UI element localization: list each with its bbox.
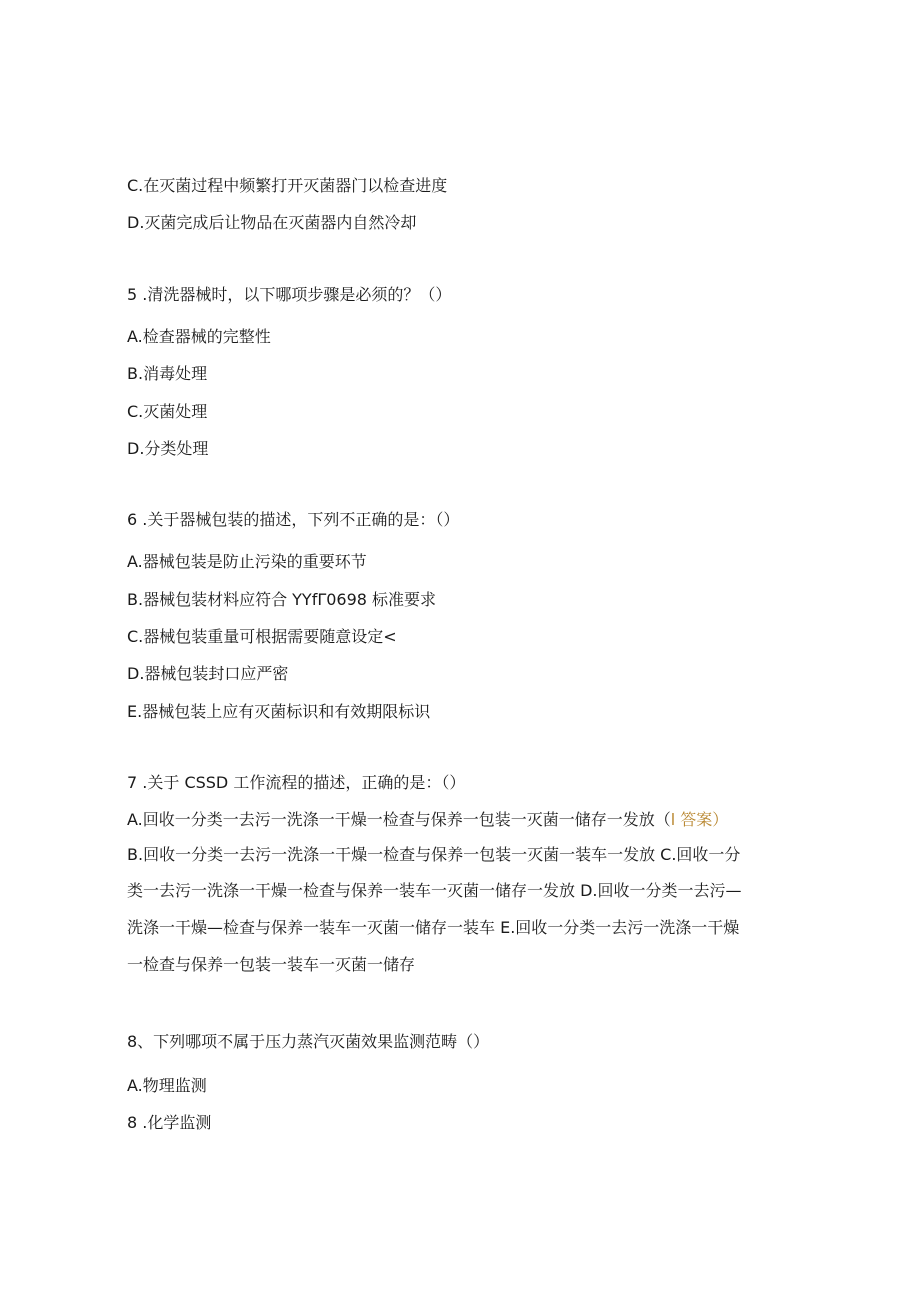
q6-option-e: E.器械包装上应有灭菌标识和有效期限标识 <box>127 702 431 721</box>
q7-options-line-4: 洗涤一干燥—检查与保养一装车一灭菌一储存一装车 E.回收一分类一去污一洗涤一干燥 <box>127 918 740 937</box>
q5-question: 5 .清洗器械时，以下哪项步骤是必须的？（） <box>127 285 452 304</box>
q8-option-a: A.物理监测 <box>127 1076 207 1095</box>
q5-option-a: A.检查器械的完整性 <box>127 327 271 346</box>
q7-option-a-text: A.回收一分类一去污一洗涤一干燥一检查与保养一包装一灭菌一储存一发放（ <box>127 810 671 829</box>
q5-option-d: D.分类处理 <box>127 439 209 458</box>
q4-option-c: C.在灭菌过程中频繁打开灭菌器门以检查进度 <box>127 176 448 195</box>
q7-option-a <box>127 810 728 830</box>
q8-option-b: 8 .化学监测 <box>127 1113 212 1132</box>
q7-options-line-2: B.回收一分类一去污一洗涤一干燥一检查与保养一包装一灭菌一装车一发放 C.回收一分 <box>127 845 741 864</box>
q7-question: 7 .关于 CSSD 工作流程的描述，正确的是：（） <box>127 773 466 792</box>
q6-question: 6 .关于器械包装的描述，下列不正确的是：（） <box>127 510 460 529</box>
q5-option-c: C.灭菌处理 <box>127 402 208 421</box>
q7-options-line-5: 一检查与保养一包装一装车一灭菌一储存 <box>127 955 416 974</box>
q4-option-d: D.灭菌完成后让物品在灭菌器内自然冷却 <box>127 213 417 232</box>
q6-option-b: B.器械包装材料应符合 YYfΓ0698 标准要求 <box>127 590 437 609</box>
q6-option-d: D.器械包装封口应严密 <box>127 664 289 683</box>
q5-option-b: B.消毒处理 <box>127 364 208 383</box>
answer-mark: l 答案） <box>670 810 729 829</box>
q8-question: 8、下列哪项不属于压力蒸汽灭菌效果监测范畴（） <box>127 1032 490 1051</box>
q7-options-line-3: 类一去污一洗涤一干燥一检查与保养一装车一灭菌一储存一发放 D.回收一分类一去污— <box>127 881 742 900</box>
q6-option-a: A.器械包装是防止污染的重要环节 <box>127 552 367 571</box>
q6-option-c: C.器械包装重量可根据需要随意设定< <box>127 627 397 646</box>
